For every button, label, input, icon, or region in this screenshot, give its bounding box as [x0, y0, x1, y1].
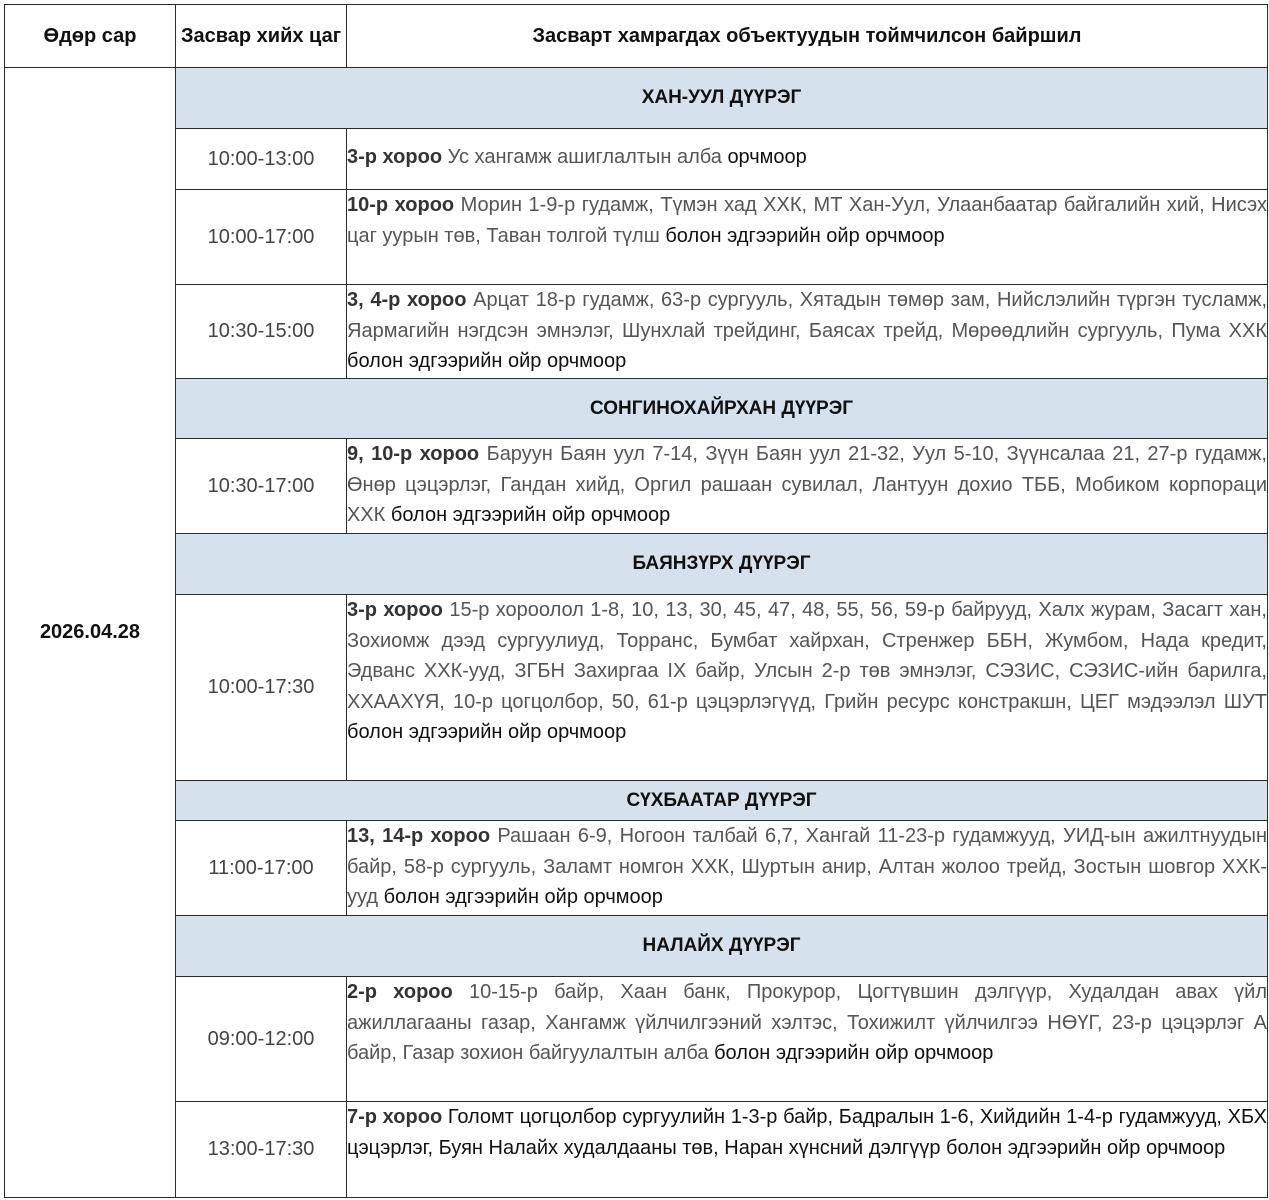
- schedule-row: [5, 439, 1268, 534]
- district-name: БАЯНЗҮРХ ДҮҮРЭГ: [176, 534, 1268, 595]
- schedule-row: [5, 821, 1268, 916]
- location-cell: [347, 285, 1268, 379]
- places-text: Ус хангамж ашиглалтын алба: [447, 146, 722, 168]
- khoroo-label: 3, 4-р хороо: [347, 289, 467, 311]
- repair-schedule-table: [4, 4, 1268, 1198]
- header-location: Засварт хамрагдах объектуудын тоймчилсон байршил: [347, 5, 1268, 68]
- schedule-row: [5, 285, 1268, 379]
- khoroo-label: 7-р хороо: [347, 1106, 443, 1128]
- khoroo-label: 13, 14-р хороо: [347, 825, 491, 847]
- district-row: [5, 916, 1268, 977]
- khoroo-label: 3-р хороо: [347, 599, 443, 621]
- tail-text: болон эдгээрийн ойр орчмоор: [347, 721, 627, 743]
- district-name: СҮХБААТАР ДҮҮРЭГ: [176, 781, 1268, 821]
- tail-text: болон эдгээрийн ойр орчмоор: [946, 1136, 1226, 1159]
- tail-text: болон эдгээрийн ойр орчмоор: [390, 504, 671, 526]
- schedule-row: [5, 1102, 1268, 1198]
- places-text: Рашаан 6-9, Ногоон талбай 6,7, Хангай 11-23-р гудамжууд, УИД-ын ажилтнуудын байр, 58-р сургууль, Заламт номгон ХХК, Шуртын анир, Алтан жолоо трейд, Зостын шовгор ХХК-ууд: [347, 825, 1268, 908]
- location-cell: [347, 439, 1268, 534]
- time-cell: 10:30-15:00: [176, 285, 347, 379]
- places-text: 15-р хороолол 1-8, 10, 13, 30, 45, 47, 48, 55, 56, 59-р байрууд, Халх журам, Засагт хан, Зохиомж дээд сургуулиуд, Торранс, Бумбат хайрхан, Стренжер ББН, Жумбом, Нада кредит, Эдванс ХХК-ууд, ЗГБН Захиргаа IX байр, Улсын 2-р төв эмнэлэг, СЭЗИС, СЭЗИС-ийн барилга, ХХААХҮЯ, 10-р цогцолбор, 50, 61-р цэцэрлэгүүд, Грийн ресурс констракшн, ЦЕГ мэдээлэл ШУТ: [347, 599, 1267, 713]
- header-row: [5, 5, 1268, 68]
- time-cell: 10:00-13:00: [176, 129, 347, 190]
- district-row: [5, 781, 1268, 821]
- places-text: 10-15-р байр, Хаан банк, Прокурор, Цогтүвшин дэлгүүр, Худалдан авах үйл ажиллагааны газар, Хангамж үйлчилгээний хэлтэс, Тохижилт үйлчилгээ НӨҮГ, 23-р цэцэрлэг А байр, Газар зохион байгуулалтын алба: [347, 981, 1267, 1064]
- tail-text: орчмоор: [727, 146, 807, 168]
- schedule-row: [5, 190, 1268, 285]
- location-cell: [347, 595, 1268, 781]
- time-cell: 10:00-17:00: [176, 190, 347, 285]
- district-name: НАЛАЙХ ДҮҮРЭГ: [176, 916, 1268, 977]
- schedule-row: [5, 129, 1268, 190]
- places-text: Морин 1-9-р гудамж, Түмэн хад ХХК, МТ Хан-Уул, Улаанбаатар байгалийн хий, Нисэх цаг уурын төв, Таван толгой түлш: [347, 194, 1268, 247]
- places-text: Арцат 18-р гудамж, 63-р сургууль, Хятадын төмөр зам, Нийслэлийн түргэн тусламж, Яармагийн нэгдсэн эмнэлэг, Шунхлай трейдинг, Баясах трейд, Мөрөөдлийн сургууль, Пума ХХК: [347, 289, 1268, 342]
- schedule-row: [5, 595, 1268, 781]
- location-cell: [347, 190, 1268, 285]
- time-cell: 09:00-12:00: [176, 977, 347, 1102]
- district-row: [5, 379, 1268, 439]
- tail-text: болон эдгээрийн ойр орчмоор: [665, 224, 945, 247]
- time-cell: 10:30-17:00: [176, 439, 347, 534]
- location-cell: [347, 129, 1268, 190]
- location-cell: [347, 977, 1268, 1102]
- tail-text: болон эдгээрийн ойр орчмоор: [714, 1042, 994, 1064]
- schedule-row: [5, 977, 1268, 1102]
- khoroo-label: 9, 10-р хороо: [347, 443, 480, 465]
- header-time: Засвар хийх цаг: [176, 5, 347, 68]
- header-date: Өдөр сар: [5, 5, 176, 68]
- khoroo-label: 2-р хороо: [347, 981, 453, 1003]
- places-text: Голомт цогцолбор сургуулийн 1-3-р байр, Бадралын 1-6, Хийдийн 1-4-р гудамжууд, ХБХ цэцэрлэг, Буян Налайх худалдааны төв, Наран хүнсний дэлгүүр: [347, 1106, 1267, 1159]
- district-name: ХАН-УУЛ ДҮҮРЭГ: [176, 68, 1268, 129]
- places-text: Баруун Баян уул 7-14, Зүүн Баян уул 21-32, Уул 5-10, Зүүнсалаа 21, 27-р гудамж, Өнөр цэцэрлэг, Гандан хийд, Оргил рашаан сувилал, Лантуун дохио ТББ, Мобиком корпораци ХХК: [347, 443, 1267, 526]
- location-cell: [347, 821, 1268, 916]
- time-cell: 10:00-17:30: [176, 595, 347, 781]
- tail-text: болон эдгээрийн ойр орчмоор: [383, 886, 663, 908]
- location-cell: [347, 1102, 1268, 1198]
- time-cell: 13:00-17:30: [176, 1102, 347, 1198]
- date-cell: 2026.04.28: [5, 68, 176, 1198]
- district-row: [5, 68, 1268, 129]
- time-cell: 11:00-17:00: [176, 821, 347, 916]
- district-row: [5, 534, 1268, 595]
- district-name: СОНГИНОХАЙРХАН ДҮҮРЭГ: [176, 379, 1268, 439]
- khoroo-label: 3-р хороо: [347, 146, 443, 168]
- tail-text: болон эдгээрийн ойр орчмоор: [347, 350, 627, 372]
- khoroo-label: 10-р хороо: [347, 194, 455, 216]
